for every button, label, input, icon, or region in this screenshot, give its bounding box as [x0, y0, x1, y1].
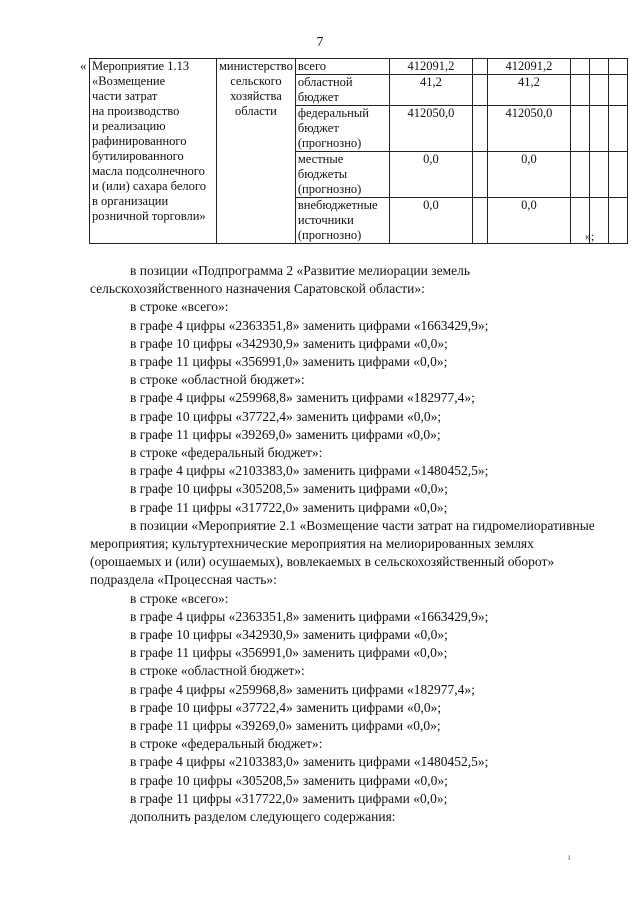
- source-line: источники: [297, 213, 354, 227]
- page-number: 7: [316, 35, 324, 50]
- source-line: (прогнозно): [297, 136, 362, 150]
- empty-cell: [608, 198, 627, 244]
- amendment-line: в графе 4 цифры «2363351,8» заменить цифрами «1663429,9»;: [130, 608, 489, 624]
- amendment-line: в строке «областной бюджет»:: [130, 372, 305, 388]
- source-line: (прогнозно): [297, 228, 362, 242]
- action-cell: [90, 59, 217, 244]
- action-line: рафинированного: [92, 134, 187, 148]
- source-line: бюджет: [297, 121, 339, 135]
- amendment-line: в графе 11 цифры «317722,0» заменить цифрами «0,0»;: [130, 790, 448, 806]
- amendment-line: в строке «федеральный бюджет»:: [130, 445, 323, 461]
- amendment-line: в графе 4 цифры «2103383,0» заменить цифрами «1480452,5»;: [130, 754, 489, 770]
- empty-cell: [589, 152, 608, 198]
- empty-cell: [570, 59, 589, 75]
- action-line: розничной торговли»: [92, 209, 206, 223]
- amendment-line: в графе 4 цифры «259968,8» заменить цифрами «182977,4»;: [130, 681, 475, 697]
- empty-cell: [608, 59, 627, 75]
- executor-line: министерство: [219, 59, 293, 73]
- action-line: масла подсолнечного: [92, 164, 205, 178]
- executor-line: хозяйства: [230, 89, 282, 103]
- source-line: всего: [297, 59, 327, 73]
- amendment-text: [90, 262, 595, 826]
- total-cell: 0,0: [389, 198, 472, 244]
- subprogram-paragraph: в позиции «Подпрограмма 2 «Развитие мелиорации земель сельскохозяйственного назначения Саратовской области»:: [90, 263, 471, 297]
- total-cell: 41,2: [389, 75, 472, 106]
- source-line: федеральный: [297, 106, 369, 120]
- value-cell: 41,2: [487, 75, 570, 106]
- action-line: «Возмещение: [92, 74, 166, 88]
- empty-cell: [570, 106, 589, 152]
- amendment-line: в графе 4 цифры «259968,8» заменить цифрами «182977,4»;: [130, 390, 475, 406]
- table-row: [90, 59, 628, 75]
- empty-cell: [608, 152, 627, 198]
- source-line: внебюджетные: [297, 198, 378, 212]
- amendment-line: в графе 11 цифры «317722,0» заменить цифрами «0,0»;: [130, 499, 448, 515]
- amendment-line: в графе 11 цифры «356991,0» заменить цифрами «0,0»;: [130, 354, 448, 370]
- amendment-line: в графе 10 цифры «342930,9» заменить цифрами «0,0»;: [130, 627, 448, 643]
- amendment-line: в графе 11 цифры «39269,0» заменить цифрами «0,0»;: [130, 718, 441, 734]
- action-line: и реализацию: [92, 119, 166, 133]
- amendment-line: в строке «федеральный бюджет»:: [130, 736, 323, 752]
- opening-quote: «: [80, 58, 87, 73]
- empty-cell: [472, 152, 487, 198]
- amendment-list: [90, 590, 595, 827]
- source-line: бюджет: [297, 90, 339, 104]
- amendment-line: в строке «всего»:: [130, 299, 229, 315]
- margin-mark: ι: [568, 852, 571, 862]
- action-line: бутилированного: [92, 149, 184, 163]
- amendment-line: в графе 4 цифры «2363351,8» заменить цифрами «1663429,9»;: [130, 317, 489, 333]
- source-cell: [295, 198, 389, 244]
- amendment-line: в графе 10 цифры «305208,5» заменить цифрами «0,0»;: [130, 772, 448, 788]
- value-cell: 0,0: [487, 198, 570, 244]
- source-line: местные: [297, 152, 344, 166]
- action-line: в организации: [92, 194, 169, 208]
- empty-cell: [472, 59, 487, 75]
- empty-cell: [570, 152, 589, 198]
- empty-cell: [608, 106, 627, 152]
- executor-line: области: [235, 104, 277, 118]
- amendment-line: в графе 10 цифры «342930,9» заменить цифрами «0,0»;: [130, 335, 448, 351]
- amendment-list: [90, 298, 595, 516]
- measure-paragraph: в позиции «Мероприятие 2.1 «Возмещение части затрат на гидромелиоративные мероприятия; культуртехнические мероприятия на мелиорированных землях (орошаемых и (или) осушаемых), вовлекаемых в сельскохозяйственный оборот» подраздела «Процессная часть»:: [90, 517, 595, 588]
- empty-cell: [608, 75, 627, 106]
- program-table: [89, 58, 628, 244]
- value-cell: 412091,2: [487, 59, 570, 75]
- action-line: Мероприятие 1.13: [92, 59, 190, 73]
- source-cell: [295, 75, 389, 106]
- amendment-line: в строке «областной бюджет»:: [130, 663, 305, 679]
- action-line: и (или) сахара белого: [92, 179, 206, 193]
- empty-cell: [589, 59, 608, 75]
- amendment-line: в строке «всего»:: [130, 590, 229, 606]
- empty-cell: [472, 198, 487, 244]
- source-line: областной: [297, 75, 353, 89]
- total-cell: 412050,0: [389, 106, 472, 152]
- empty-cell: [472, 75, 487, 106]
- source-cell: [295, 59, 389, 75]
- amendment-line: в графе 4 цифры «2103383,0» заменить цифрами «1480452,5»;: [130, 463, 489, 479]
- amendment-line: в графе 11 цифры «39269,0» заменить цифрами «0,0»;: [130, 426, 441, 442]
- total-cell: 0,0: [389, 152, 472, 198]
- source-cell: [295, 106, 389, 152]
- amendment-line: в графе 10 цифры «37722,4» заменить цифрами «0,0»;: [130, 699, 442, 715]
- action-line: части затрат: [92, 89, 158, 103]
- action-line: на производство: [92, 104, 180, 118]
- source-line: (прогнозно): [297, 182, 362, 196]
- amendment-line: в графе 10 цифры «37722,4» заменить цифрами «0,0»;: [130, 408, 442, 424]
- empty-cell: [570, 75, 589, 106]
- amendment-line: дополнить разделом следующего содержания:: [130, 809, 396, 825]
- total-cell: 412091,2: [389, 59, 472, 75]
- empty-cell: [589, 106, 608, 152]
- closing-quote: »;: [585, 229, 595, 243]
- source-cell: [295, 152, 389, 198]
- amendment-line: в графе 10 цифры «305208,5» заменить цифрами «0,0»;: [130, 481, 448, 497]
- executor-cell: [217, 59, 296, 244]
- value-cell: 412050,0: [487, 106, 570, 152]
- empty-cell: [589, 75, 608, 106]
- source-line: бюджеты: [297, 167, 348, 181]
- empty-cell: [472, 106, 487, 152]
- executor-line: сельского: [230, 74, 282, 88]
- amendment-line: в графе 11 цифры «356991,0» заменить цифрами «0,0»;: [130, 645, 448, 661]
- value-cell: 0,0: [487, 152, 570, 198]
